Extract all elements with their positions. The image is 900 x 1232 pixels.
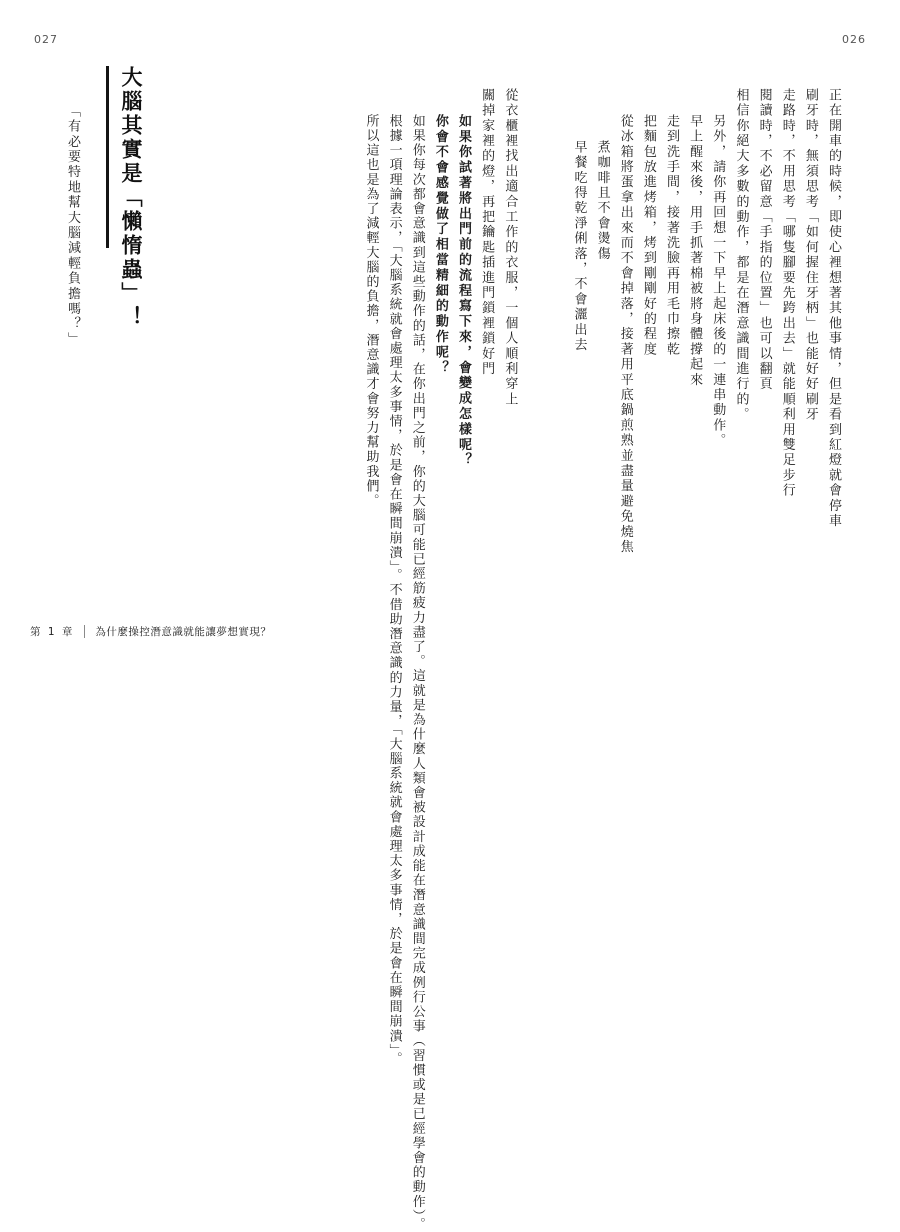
footer-title: 為什麼操控潛意識就能讓夢想實現？ [95, 625, 272, 638]
body-column-emphasis: 如果你試著將出門前的流程寫下來，會變成怎樣呢？ [456, 114, 472, 469]
page-gutter [516, 62, 562, 63]
body-column: 早上醒來後，用手抓著棉被將身體撐起來 [687, 114, 703, 388]
footer-divider [84, 625, 85, 638]
section-heading [106, 66, 146, 330]
body-column: 根據一項理論表示，「大腦系統就會處理太多事情，於是會在瞬間崩潰」。不借助潛意識的力量，「大腦系統就會處理太多事情，於是會在瞬間崩潰」。 [386, 114, 402, 1067]
body-column: 早餐吃得乾淨俐落，不會灑出去 [571, 140, 587, 353]
body-column: 走到洗手間，接著洗臉再用毛巾擦乾 [664, 114, 680, 358]
body-column: 從衣櫃裡找出適合工作的衣服，一個人順利穿上 [502, 88, 518, 408]
folio-right: 026 [842, 33, 866, 46]
body-column: 閱讀時，不必留意「手指的位置」也可以翻頁 [756, 88, 772, 392]
pull-quote: 「有必要特地幫大腦減輕負擔嗎？」 [65, 104, 80, 348]
body-column: 相信你絕大多數的動作，都是在潛意識間進行的。 [733, 88, 749, 423]
body-column: 關掉家裡的燈，再把鑰匙插進門鎖裡鎖好門 [479, 88, 495, 377]
body-column: 把麵包放進烤箱，烤到剛剛好的程度 [640, 114, 656, 358]
body-column: 刷牙時，無須思考「如何握住牙柄」也能好好刷牙 [802, 88, 818, 423]
heading-rule [106, 66, 109, 248]
body-column: 從冰箱將蛋拿出來而不會掉落，接著用平底鍋煎熟並盡量避免燒焦 [617, 114, 633, 555]
body-column-emphasis: 你會不會感覺做了相當精細的動作呢？ [432, 114, 448, 376]
body-column: 煮咖啡且不會燙傷 [594, 140, 610, 262]
page-footer [30, 623, 271, 639]
folio-left: 027 [34, 33, 58, 46]
body-column: 如果你每次都會意識到這些動作的話，在你出門之前，你的大腦可能已經筋疲力盡了。這就是為什麼人類會被設計成能在潛意識間完成例行公事（習慣或是已經學會的動作）。 [409, 114, 425, 1232]
body-column: 所以這也是為了減輕大腦的負擔，潛意識才會努力幫助我們。 [363, 114, 379, 509]
body-column: 走路時，不用思考「哪隻腳要先跨出去」就能順利用雙足步行 [779, 88, 795, 499]
heading-text: 大腦其實是「懶惰蟲」！ [119, 66, 143, 330]
body-column: 另外，請你再回想一下早上起床後的一連串動作。 [710, 114, 726, 449]
footer-chapter: 第 1 章 [30, 625, 75, 638]
body-column: 正在開車的時候，即使心裡想著其他事情，但是看到紅燈就會停車 [826, 88, 841, 529]
